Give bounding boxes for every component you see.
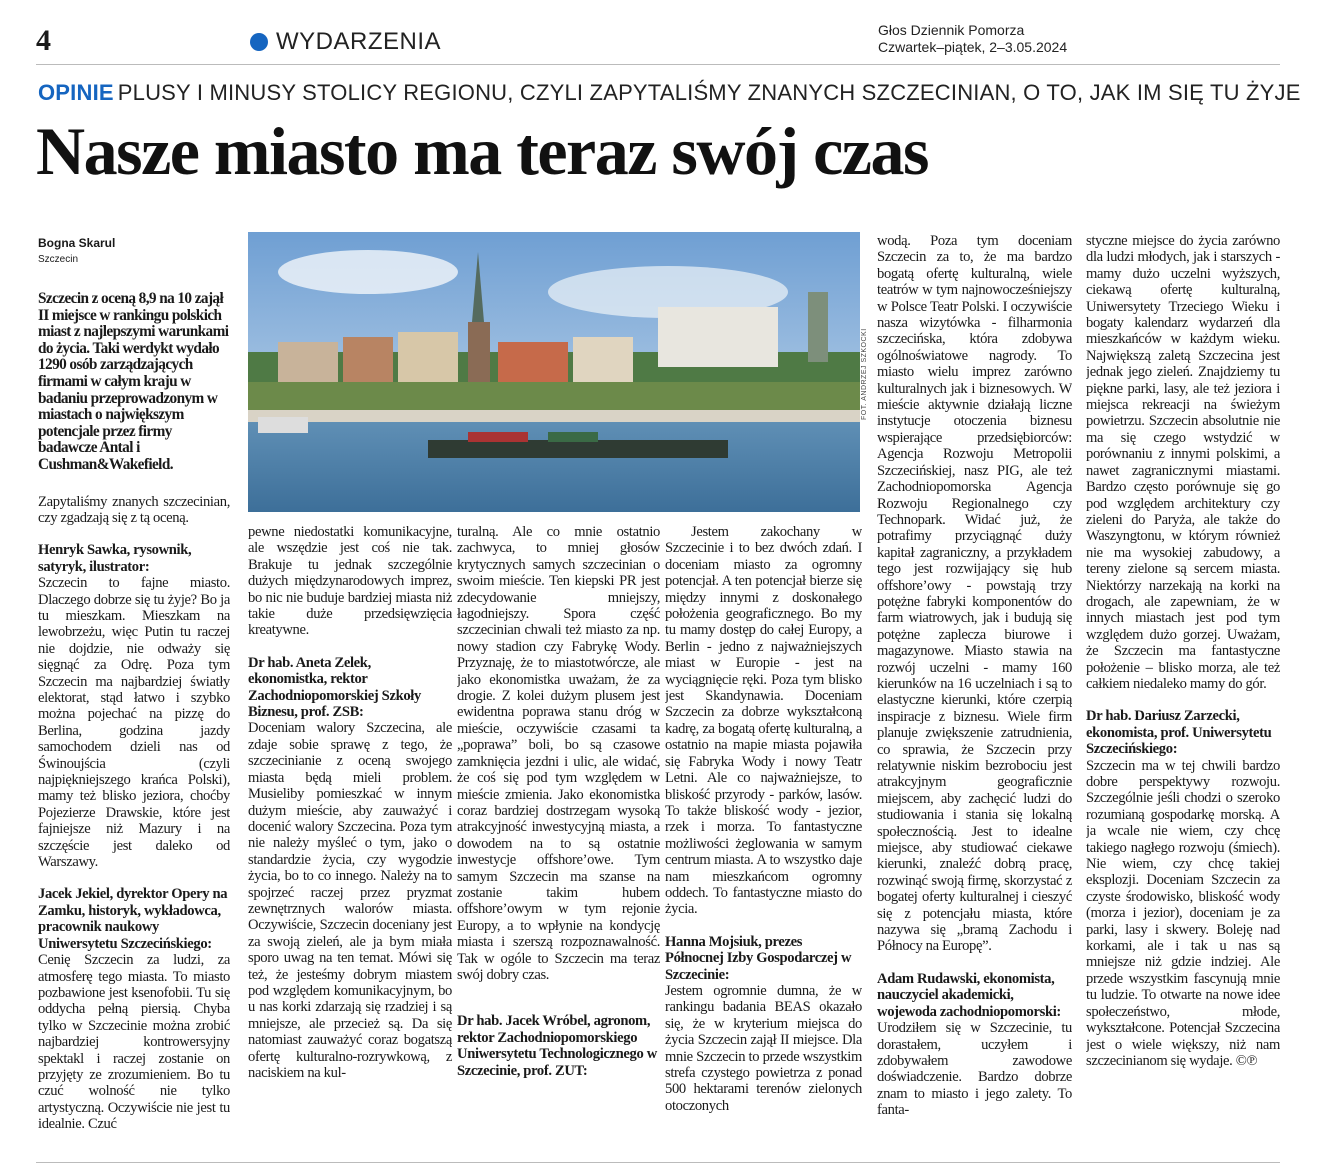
column-1 [38,236,230,1151]
photo-credit: FOT. ANDRZEJ SZKOCKI [861,328,868,420]
kicker-label: OPINIE [38,80,114,105]
masthead-info [878,22,1067,56]
speaker-jekiel: Jacek Jekiel, dyrektor Opery na Zamku, historyk, wykładowca, pracownik naukowy Uniwersytetu Szczecińskiego: [38,886,228,952]
intro-paragraph: Zapytaliśmy znanych szczecinian, czy zgadzają się z tą oceną. [38,493,230,526]
kicker-text: PLUSY I MINUSY STOLICY REGIONU, CZYLI ZAPYTALIŚMY ZNANYCH SZCZECINIAN, O TO, JAK IM SIĘ TU ŻYJE [117,80,1301,105]
issue-date: Czwartek–piątek, 2–3.05.2024 [878,39,1068,55]
speaker-zarzecki: Dr hab. Dariusz Zarzecki, ekonomista, prof. Uniwersytetu Szczecińskiego: [1086,708,1272,758]
speaker-wrobel: Dr hab. Jacek Wróbel, agronom, rektor Zachodniopomorskiego Uniwersytetu Technologicznego w Szczecinie, prof. ZUT: [457,1013,657,1079]
quote-zelek: Doceniam walory Szczecina, ale zdaje sobie sprawę z tego, że szczecinianie z oceną swojego miasta będą mieli problem. Musieliby pomieszkać w innym dużym mieście, aby zauważyć i docenić walory Szczecina. Poza tym nie należy myśleć o tym, jako o standardzie życia, czy wygodzie życia, bo to co innego. Należy na to spojrzeć raczej przez pryzmat zewnętrznych walorów miasta. Oczywiście, Szczecin doceniany jest za swoją zieleń, ale ja bym miała sporo uwag na ten temat. Mówi się też, że jesteśmy dobrym miastem pod względem komunikacyjnym, bo u nas korki zdarzają się rzadziej i są mniejsze, ale przecież są. Da się natomiast zauważyć coraz bogatszą ofertę kulturalno-rozrywkową, z naciskiem na kul- [248,720,452,1081]
speaker-sawka: Henryk Sawka, rysownik, satyryk, ilustrator: [38,542,192,575]
quote-jekiel: Cenię Szczecin za ludzi, za atmosferę tego miasta. To miasto pozbawione jest ksenofobii. Tu się oddycha pełną piersią. Chyba tylko w Szczecinie można zrobić najbardziej kontrowersyjny spektakl i raczej zostanie on przyjęty ze zrozumieniem. Bo tu czuć wolność nie tylko artystyczną. Oczywiście nie jest tu idealnie. Czuć [38,952,230,1133]
quote-zelek-continued: turalną. Ale co mnie ostatnio zachwyca, to mniej głosów krytycznych samych szczecinian o swoim mieście. Ten kiepski PR jest zdecydowanie mniejszy, łagodniejszy. Spora część szczecinian chwali też miasto za np. nowy stadion czy Fabrykę Wody. Przyznaję, że to miastotwórcze, ale jako ekonomistka uważam, że za drogie. Z kolei dużym plusem jest ewidentna poprawa stanu dróg w mieście, oczywiście czasami ta „poprawa” boli, bo są czasowe zamknięcia jezdni i ulic, ale widać, że coś się pod tym względem w mieście zmienia. Jako ekonomistka coraz bardziej dostrzegam wysoką atrakcyjność inwestycyjną miasta, a dowodem na to są ostatnie inwestycje offshore’owe. Tym samym Szczecin ma szanse na zostanie takim hubem offshore’owym w tym rejonie Europy, a to wpłynie na kondycję miasta i szerszą rozpoznawalność. Tak w ogóle to Szczecin ma teraz swój dobry czas. [457,524,660,983]
speaker-zelek: Dr hab. Aneta Zelek, ekonomistka, rektor Zachodniopomorskiej Szkoły Biznesu, prof. ZSB: [248,654,421,721]
top-divider [36,64,1280,65]
column-3 [457,524,660,1151]
quote-rudawski-continued: styczne miejsce do życia zarówno dla ludzi młodych, jak i starszych - mamy dużo uczelni wyższych, ciekawą ofertę kulturalną, Uniwersytety Trzeciego Wieku i bogaty kalendarz wydarzeń dla mieszkańców w każdym wieku. Największą zaletą Szczecina jest jednak jego zieleń. Znajdziemy tu piękne parki, lasy, ale też jeziora i miejsca rekreacji na świeżym powietrzu. Szczecin absolutnie nie ma się czego wstydzić w porównaniu z innymi polskimi, a nawet zagranicznymi miastami. Bardzo często porównuje się go pod względem architektury czy zieleni do Paryża, ale także do Waszyngtonu, w którym również nie ma wysokiej zabudowy, a tereny zielone są sercem miasta. Niektórzy narzekają na korki na drogach, ale zapewniam, że w innych miastach jest pod tym względem dużo gorzej. Uważam, że Szczecin ma fantastyczne położenie – blisko morza, ale też całkiem niedaleko mamy do gór. [1086,233,1280,692]
headline: Nasze miasto ma teraz swój czas [36,113,928,189]
quote-wrobel: Jestem zakochany w Szczecinie i to bez dwóch zdań. I doceniam miasto za ogromny potencjał. A ten potencjał bierze się między innymi z doskonałego położenia geograficznego. Bo my tu mamy dostęp do całej Europy, a Berlin - jedno z najważniejszych miast w Europie - jest na wyciągnięcie ręki. Poza tym blisko jest Skandynawia. Doceniam Szczecin za dobrze wykształconą kadrę, za bogatą ofertę kulturalną, a ostatnio na mapie miasta pojawiła się Fabryka Wody i nowy Teatr Letni. Ale co najważniejsze, to bliskość przyrody - parków, lasów. To także bliskość wody - jezior, rzek i morza. To fantastyczne możliwości żeglowania w samym centrum miasta. A to wszystko daje nam mieszkańcom ogromny oddech. To fantastyczne miasto do życia. [665,524,862,918]
city-photo [248,232,860,512]
column-6 [1086,233,1280,1151]
quote-rudawski: Urodziłem się w Szczecinie, tu dorastałem, uczyłem i zdobywałem zawodowe doświadczenie. Bardzo dobrze znam to miasto i jego zalety. To fanta- [877,1020,1072,1119]
quote-sawka: Szczecin to fajne miasto. Dlaczego dobrze się tu żyje? Bo ja tu mieszkam. Mieszkam na lewobrzeżu, więc Putin tu raczej nie dojdzie, nie odważy się sięgnąć za Odrę. Poza tym Szczecin ma najbardziej światły elektorat, stąd łatwo i szybko można pojechać na pizzę do Berlina, godzina jazdy samochodem dzieli nas od Świnoujścia (czyli najpiękniejszego krańca Polski), mamy też blisko jeziora, choćby Pojezierze Drawskie, które jest fajniejsze niż Mazury i na szczęście jest daleko od Warszawy. [38,575,230,871]
column-5 [877,233,1072,1151]
quote-zarzecki: Szczecin ma w tej chwili bardzo dobre perspektywy rozwoju. Szczególnie jeśli chodzi o szeroko rozumianą gospodarkę morską. A ja wcale nie wiem, czy chcę takiego nagłego rozwoju (śmiech). Nie wiem, czy chcę takiej eksplozji. Doceniam Szczecin za czyste środowisko, bliskość wody (morza i jezior), doceniam je za parki, lasy i skwery. Boleję nad korkami, ale i tak u nas są mniejsze niż gdzie indziej. Ale przede wszystkim fascynują mnie tu ludzie. To otwarte na nowe idee społeczeństwo, młode, wykształcone. Potencjał Szczecina jest o wiele większy, niż nam szczecinianom się wydaje. ©℗ [1086,757,1280,1069]
bottom-divider [36,1162,1280,1163]
author: Bogna Skarul [38,236,116,250]
section-dot-icon [250,33,268,51]
section-label [250,28,441,56]
speaker-rudawski: Adam Rudawski, ekonomista, nauczyciel akademicki, wojewoda zachodniopomorski: [877,970,1061,1020]
column-2 [248,524,452,1151]
quote-jekiel-continued: pewne niedostatki komunikacyjne, ale wszędzie jest coś nie tak. Brakuje tu jednak szczególnie dużych międzynarodowych imprez, bo nic nie buduje bardziej miasta niż takie duże przedsięwzięcia kreatywne. [248,524,452,639]
kicker [38,80,1301,106]
quote-mojsiuk-continued: wodą. Poza tym doceniam Szczecin za to, że ma bardzo bogatą ofertę kulturalną, wiele teatrów w tym najnowocześniejszy w Polsce Teatr Polski. I oczywiście nasza wizytówka - filharmonia szczecińska, która zdobywa ogólnoświatowe nagrody. To miasto wielu imprez zarówno kulturalnych jak i biznesowych. W mieście aktywnie działają liczne instytucje otoczenia biznesu wspierające przedsiębiorców: Agencja Rozwoju Metropolii Szczecińskiej, nasz PIG, ale też Zachodniopomorska Agencja Rozwoju Regionalnego czy Technopark. Widać już, że potrafimy przyciągnąć duży kapitał zagraniczny, a przykładem tego jest rozwijający się hub offshore’owy - powstają trzy potężne fabryki komponentów do farm wiatrowych, jak i budują się potężne zaplecza biurowe i magazynowe. Miasto stawia na rozwój uczelni - mamy 160 kierunków na 16 uczelniach i są to elastyczne kierunki, które czerpią inspiracje z biznesu. Wiele firm planuje zwiększenie zatrudnienia, co sprawia, że Szczecin przy relatywnie niskim bezrobociu jest atrakcyjnym geograficznie miejscem, aby zachęcić ludzi do studiowania i stania się lokalną społecznością. Jest to idealne miejsce, aby studiować ciekawe kierunki, znaleźć dobrą pracę, rozwinąć swoją firmę, skorzystać z bogatej oferty kulturalnej i cieszyć się z potencjału miasta, które nazywa się „bramą Zachodu i Północy na Europę”. [877,233,1072,955]
section-name: WYDARZENIA [276,28,442,55]
author-location: Szczecin [38,254,79,265]
lead-paragraph: Szczecin z oceną 8,9 na 10 zajął II miejsce w rankingu polskich miast z najlepszymi warunkami do życia. Taki werdykt wydało 1290 osób zarządzających firmami w całym kraju w badaniu przeprowadzonym w miastach o największym potencjale przez firmy badawcze Antal i Cushman&Wakefield. [38,290,229,473]
page-number: 4 [36,24,51,57]
szczecin-skyline-image [248,232,860,512]
quote-mojsiuk: Jestem ogromnie dumna, że w rankingu badania BEAS okazało się, że w kryterium miejsca do życia Szczecin zajął II miejsce. Dla mnie Szczecin to przede wszystkim strefa czystego powietrza z ponad 500 hektarami terenów zielonych otoczonych [665,982,862,1114]
speaker-mojsiuk: Hanna Mojsiuk, prezes Północnej Izby Gospodarczej w Szczecinie: [665,933,852,983]
column-4 [665,524,862,1151]
paper-name: Głos Dziennik Pomorza [878,22,1025,38]
